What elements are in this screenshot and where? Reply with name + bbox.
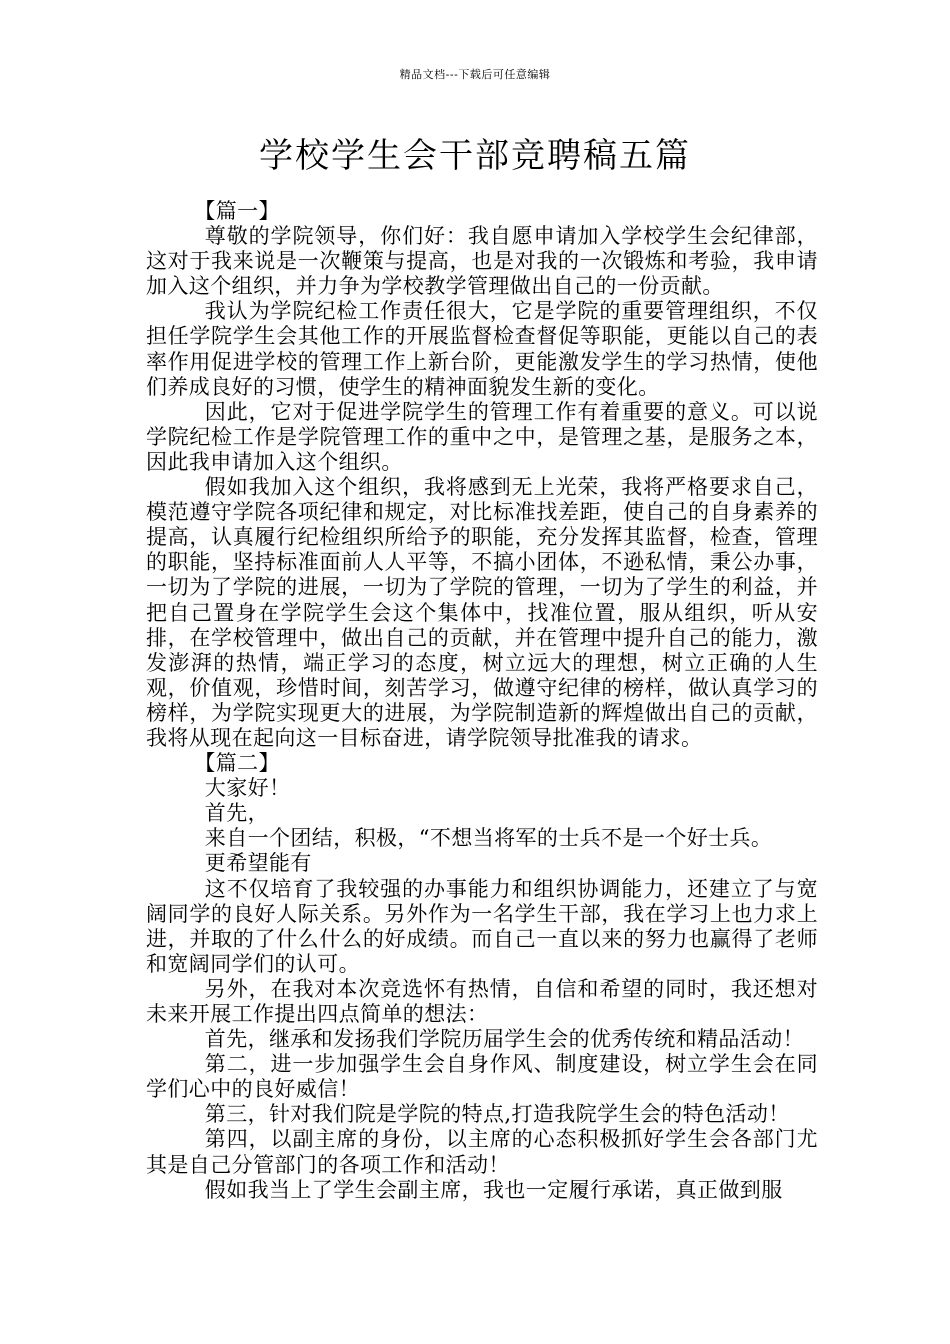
- paragraph: 因此，它对于促进学院学生的管理工作有着重要的意义。可以说学院纪检工作是学院管理工作的重中之中，是管理之基，是服务之本，因此我申请加入这个组织。: [146, 399, 818, 474]
- document-body: [146, 199, 818, 1203]
- paragraph: 假如我加入这个组织，我将感到无上光荣，我将严格要求自己，模范遵守学院各项纪律和规定，对比标准找差距，使自己的自身素养的提高，认真履行纪检组织所给予的职能，充分发挥其监督，检查，管理的职能，坚持标准面前人人平等，不搞小团体，不逊私情，秉公办事，一切为了学院的进展，一切为了学院的管理，一切为了学生的利益，并把自己置身在学院学生会这个集体中，找准位置，服从组织，听从安排，在学校管理中，做出自己的贡献，并在管理中提升自己的能力，激发澎湃的热情，端正学习的态度，树立远大的理想，树立正确的人生观，价值观，珍惜时间，刻苦学习，做遵守纪律的榜样，做认真学习的榜样，为学院实现更大的进展，为学院制造新的辉煌做出自己的贡献，我将从现在起向这一目标奋进，请学院领导批准我的请求。: [146, 475, 818, 750]
- paragraph: 我认为学院纪检工作责任很大，它是学院的重要管理组织，不仅担任学院学生会其他工作的开展监督检查督促等职能，更能以自己的表率作用促进学校的管理工作上新台阶，更能激发学生的学习热情，使他们养成良好的习惯，使学生的精神面貌发生新的变化。: [146, 299, 818, 399]
- paragraph: 另外，在我对本次竞选怀有热情，自信和希望的同时，我还想对未来开展工作提出四点简单的想法：: [146, 976, 818, 1026]
- paragraph: 首先，: [204, 801, 269, 826]
- section-heading-1: 【篇一】: [194, 199, 280, 223]
- paragraph: 来自一个团结，积极，“不想当将军的士兵不是一个好士兵。: [204, 826, 773, 851]
- paragraph: 第三，针对我们院是学院的特点,打造我院学生会的特色活动！: [204, 1102, 790, 1127]
- paragraph: 这不仅培育了我较强的办事能力和组织协调能力，还建立了与宽阔同学的良好人际关系。另外作为一名学生干部，我在学习上也力求上进，并取的了什么什么的好成绩。而自己一直以来的努力也赢得了老师和宽阔同学们的认可。: [146, 876, 818, 976]
- paragraph: 第二，进一步加强学生会自身作风、制度建设，树立学生会在同学们心中的良好威信！: [146, 1052, 818, 1102]
- section-heading-2: 【篇二】: [194, 751, 280, 776]
- paragraph: 尊敬的学院领导，你们好：我自愿申请加入学校学生会纪律部，这对于我来说是一次鞭策与提高，也是对我的一次锻炼和考验，我申请加入这个组织，并力争为学校教学管理做出自己的一份贡献。: [146, 224, 818, 299]
- paragraph: 大家好！: [204, 776, 291, 801]
- paragraph: 第四，以副主席的身份，以主席的心态积极抓好学生会各部门尤其是自己分管部门的各项工作和活动！: [146, 1127, 818, 1177]
- document-title: 学校学生会干部竞聘稿五篇: [259, 136, 691, 176]
- paragraph: 假如我当上了学生会副主席，我也一定履行承诺，真正做到服: [204, 1177, 783, 1202]
- page-header-note: 精品文档---下载后可任意编辑: [399, 68, 551, 81]
- paragraph: 更希望能有: [204, 851, 312, 876]
- paragraph: 首先，继承和发扬我们学院历届学生会的优秀传统和精品活动！: [204, 1027, 804, 1052]
